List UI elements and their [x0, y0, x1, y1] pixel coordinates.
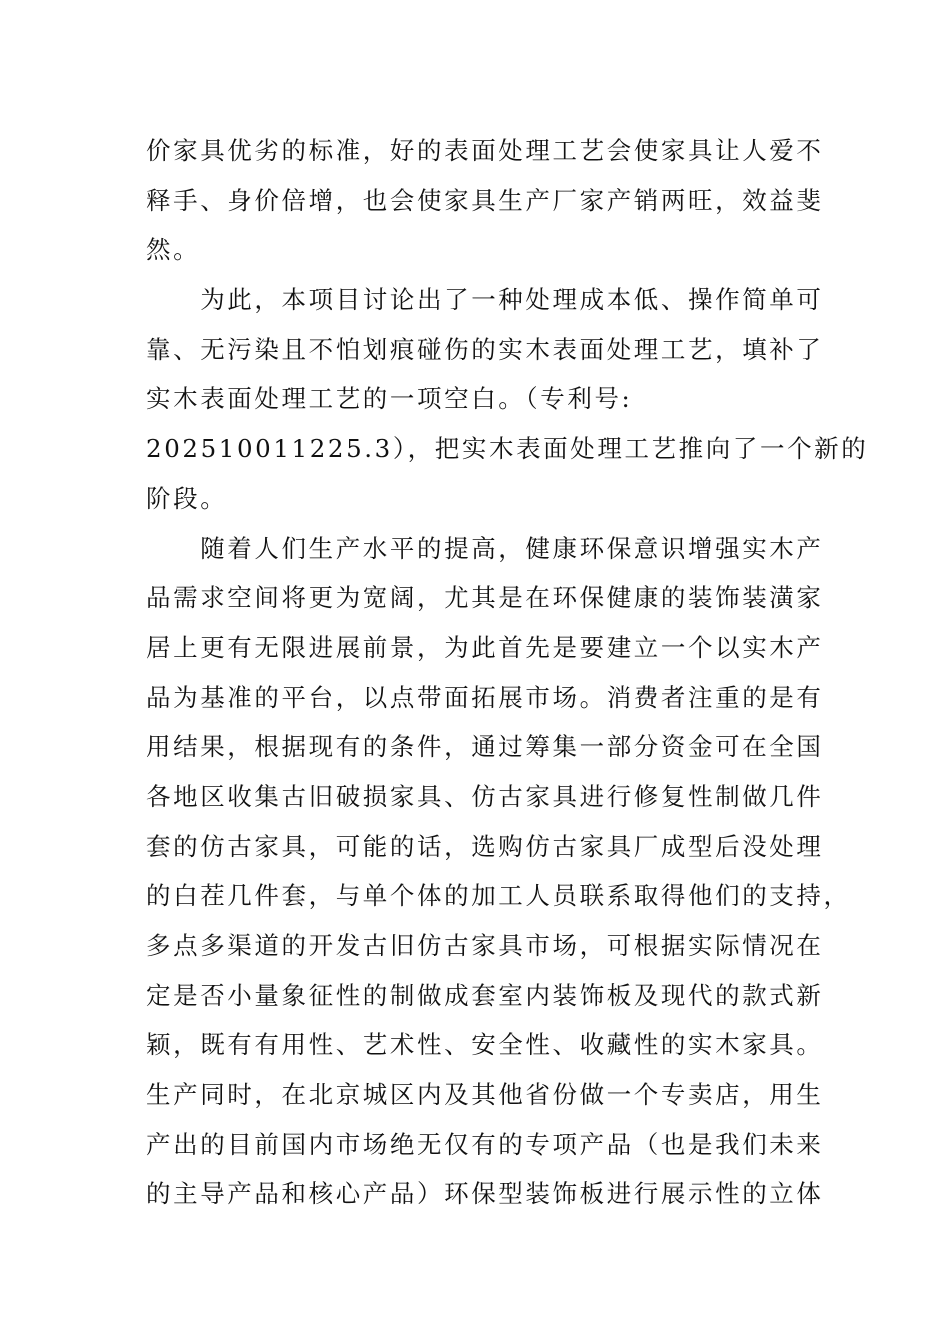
text-line: 阶段。: [146, 483, 228, 513]
text-line: 为此，本项目讨论出了一种处理成本低、操作简单可: [146, 285, 824, 315]
text-line: 实木表面处理工艺的一项空白。（专利号:: [146, 384, 633, 414]
text-line: 的白茬几件套，与单个体的加工人员联系取得他们的支持，: [146, 881, 851, 911]
text-line: 价家具优劣的标准，好的表面处理工艺会使家具让人爱不: [146, 136, 824, 165]
text-line: 用结果，根据现有的条件，通过筹集一部分资金可在全国: [146, 732, 824, 762]
text-line: 品需求空间将更为宽阔，尤其是在环保健康的装饰装潢家: [146, 583, 824, 613]
text-line: 然。: [146, 235, 201, 265]
text-line: 的主导产品和核心产品）环保型装饰板进行展示性的立体: [146, 1179, 824, 1209]
body-text: [146, 126, 869, 1219]
text-line: 随着人们生产水平的提高，健康环保意识增强实木产: [146, 533, 824, 563]
text-line: 生产同时，在北京城区内及其他省份做一个专卖店，用生: [146, 1080, 824, 1110]
text-line: 品为基准的平台，以点带面拓展市场。消费者注重的是有: [146, 682, 824, 712]
text-line: 多点多渠道的开发古旧仿古家具市场，可根据实际情况在: [146, 931, 824, 960]
text-line: 产出的目前国内市场绝无仅有的专项产品（也是我们未来: [146, 1129, 824, 1159]
text-line: 202510011225.3），把实木表面处理工艺推向了一个新的: [146, 434, 869, 464]
text-line: 释手、身价倍增，也会使家具生产厂家产销两旺，效益斐: [146, 185, 824, 215]
text-line: 居上更有无限进展前景，为此首先是要建立一个以实木产: [146, 632, 824, 662]
text-line: 各地区收集古旧破损家具、仿古家具进行修复性制做几件: [146, 781, 824, 811]
text-line: 靠、无污染且不怕划痕碰伤的实木表面处理工艺，填补了: [146, 334, 824, 364]
text-line: 套的仿古家具，可能的话，选购仿古家具厂成型后没处理: [146, 831, 824, 861]
text-line: 定是否小量象征性的制做成套室内装饰板及现代的款式新: [146, 980, 824, 1010]
text-line: 颖，既有有用性、艺术性、安全性、收藏性的实木家具。: [146, 1030, 824, 1060]
